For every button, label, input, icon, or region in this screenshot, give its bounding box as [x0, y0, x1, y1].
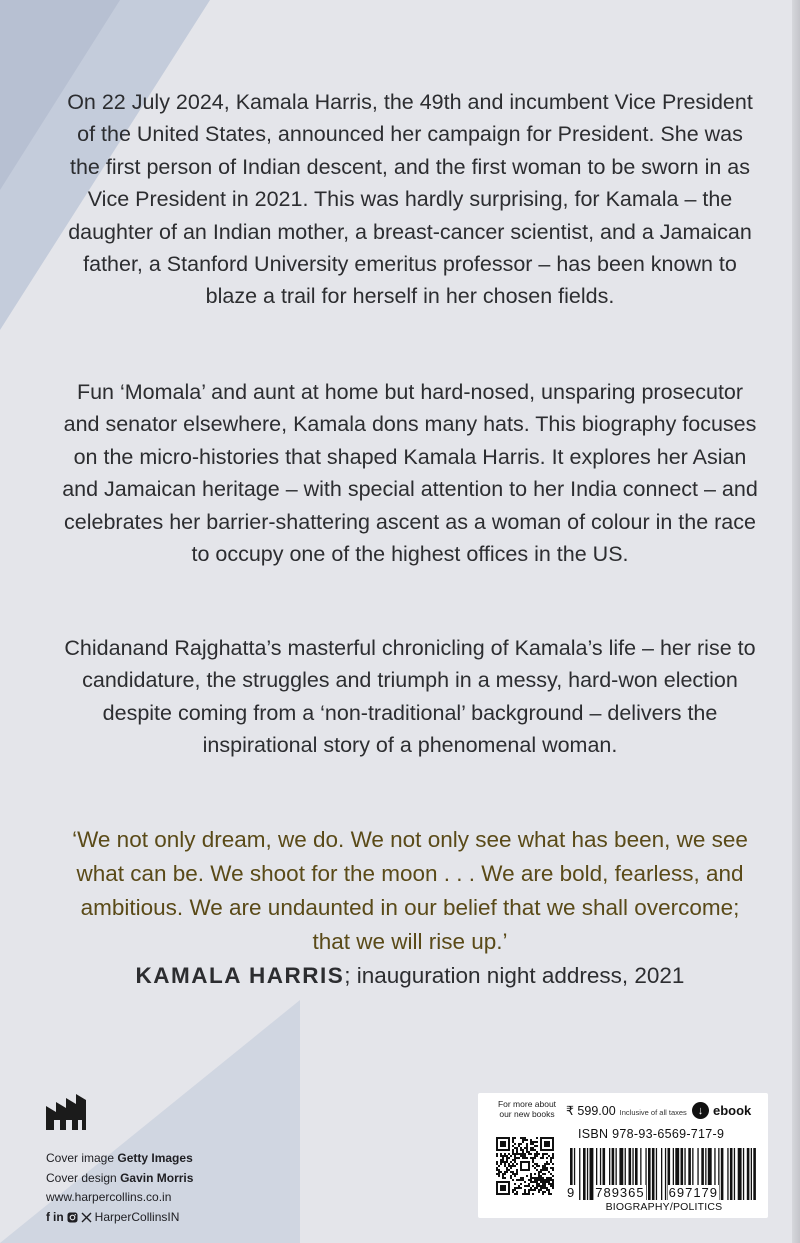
publisher-website[interactable]: www.harpercollins.co.in	[46, 1190, 172, 1205]
facebook-icon[interactable]: f	[46, 1209, 50, 1224]
cover-image-credit: Cover image Getty Images	[46, 1151, 193, 1165]
price	[566, 1103, 687, 1118]
book-category: BIOGRAPHY/POLITICS	[605, 1201, 723, 1213]
attribution-detail: ; inauguration night address, 2021	[344, 963, 685, 988]
linkedin-icon[interactable]: in	[53, 1209, 64, 1224]
x-icon[interactable]	[81, 1212, 92, 1223]
cover-design-credit: Cover design Gavin Morris	[46, 1170, 194, 1185]
price-barcode-panel	[478, 1093, 768, 1218]
barcode-digits	[566, 1185, 760, 1200]
social-links	[46, 1208, 193, 1228]
publisher-logo	[44, 1092, 88, 1132]
isbn: ISBN 978-93-6569-717-9	[578, 1127, 725, 1141]
blurb-paragraph-2: Fun ‘Momala’ and aunt at home but hard-nosed, unsparing prosecutor and senator elsewhere, Kamala dons many hats. This biography focuses on the micro-histories that shaped Kamala Harris. It explores her Asian and Jamaican heritage – with special attention to her India connect – and celebrates her barrier-shattering ascent as a woman of colour in the race to occupy one of the highest offices in the US.	[62, 380, 758, 567]
pull-quote	[60, 823, 760, 993]
blurb-paragraph-3: Chidanand Rajghatta’s masterful chronicling of Kamala’s life – her rise to candidature, the struggles and triumph in a messy, hard-won election despite coming from a ‘non-traditional’ background – delivers the inspirational story of a phenomenal woman.	[64, 636, 756, 758]
barcode-digit-left: 789365	[595, 1185, 645, 1200]
more-books-note: For more about our new books	[497, 1099, 557, 1119]
blurb-paragraph-1: On 22 July 2024, Kamala Harris, the 49th and incumbent Vice President of the United States, announced her campaign for President. She was the first person of Indian descent, and the first woman to be sworn in as Vice President in 2021. This was hardly surprising, for Kamala – the daughter of an Indian mother, a breast-cancer scientist, and a Jamaican father, a Stanford University emeritus professor – has been known to blaze a trail for herself in her chosen fields.	[67, 90, 753, 309]
barcode-digit-right: 697179	[668, 1185, 719, 1200]
barcode-digit-prefix: 9	[567, 1185, 576, 1200]
ebook-badge	[692, 1102, 751, 1119]
quote-text: ‘We not only dream, we do. We not only see what has been, we see what can be. We shoot for the moon . . . We are bold, fearless, and ambitious. We are undaunted in our belief that we shall overcome; that we will rise up.’	[72, 827, 748, 954]
price-note: Inclusive of all taxes	[619, 1108, 687, 1117]
instagram-icon[interactable]	[67, 1212, 78, 1223]
spine-edge	[792, 0, 800, 1243]
social-handle[interactable]: HarperCollinsIN	[94, 1209, 180, 1224]
ebook-label: ebook	[713, 1103, 752, 1118]
price-value: ₹ 599.00	[566, 1104, 616, 1118]
attribution-name: KAMALA HARRIS	[135, 963, 345, 988]
quote-attribution	[60, 959, 760, 993]
credits-block	[46, 1149, 193, 1227]
download-icon: ↓	[692, 1102, 709, 1119]
qr-code[interactable]	[496, 1137, 554, 1195]
